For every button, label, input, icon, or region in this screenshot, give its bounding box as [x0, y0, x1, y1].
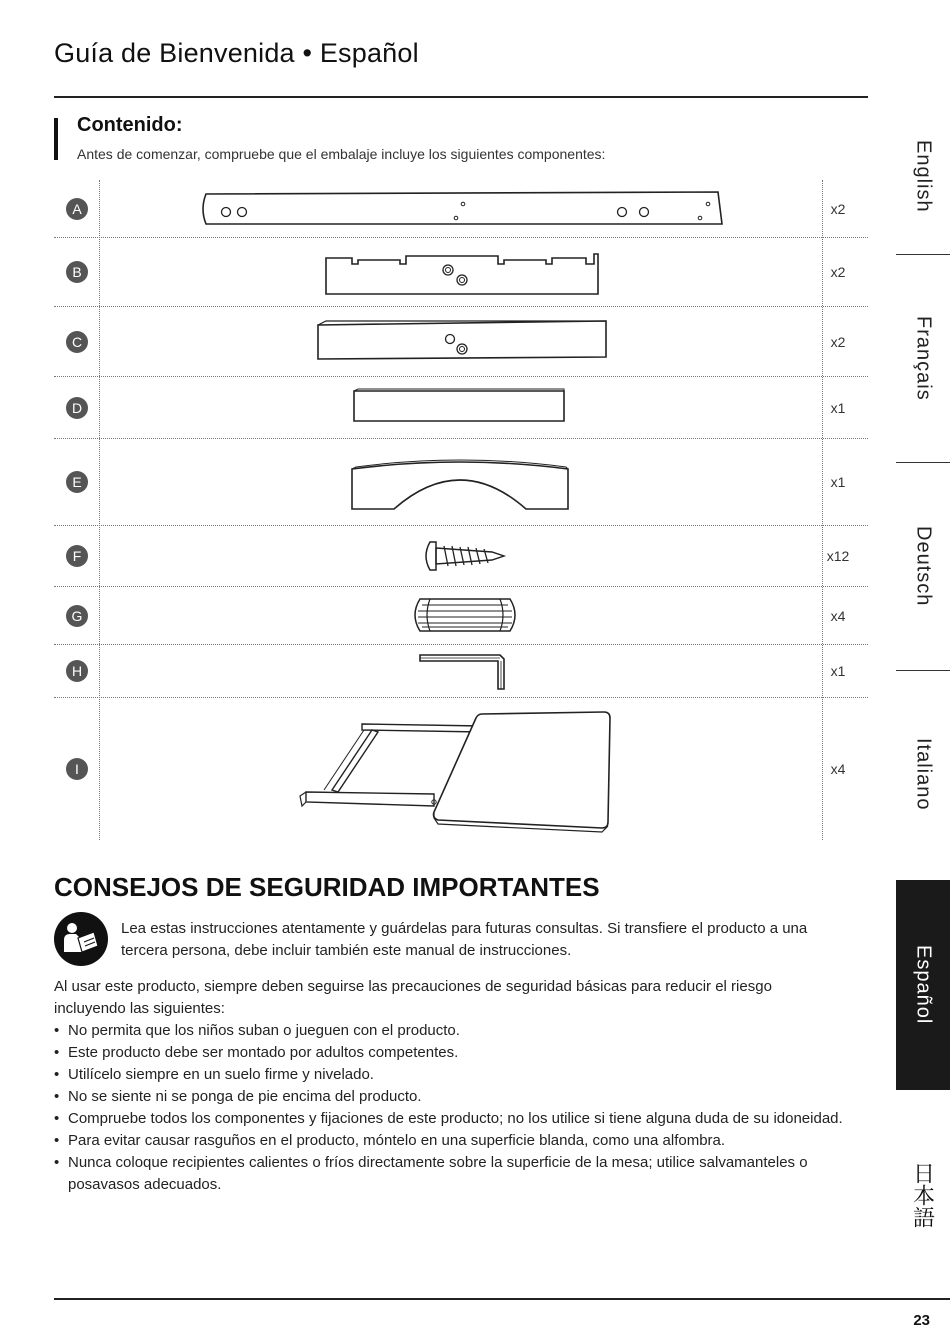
- part-letter-badge: C: [66, 331, 88, 353]
- safety-item: • No permita que los niños suban o jueguen con el producto.: [54, 1020, 844, 1042]
- dowel-part-image: [100, 587, 822, 645]
- part-quantity: x1: [830, 474, 846, 490]
- lang-tab-italiano[interactable]: [896, 672, 950, 876]
- lang-tab-divider: [896, 254, 950, 255]
- part-letter-badge: H: [66, 660, 88, 682]
- footer-divider: [54, 1298, 950, 1300]
- part-letter-badge: A: [66, 198, 88, 220]
- safety-item: • Para evitar causar rasguños en el producto, móntelo en una superficie blanda, como una alfombra.: [54, 1130, 844, 1152]
- lang-tab-label: 日本語: [910, 1162, 936, 1228]
- lang-tab-japanese[interactable]: [896, 1140, 950, 1250]
- part-letter-badge: F: [66, 545, 88, 567]
- lang-tab-espanol[interactable]: [896, 880, 950, 1090]
- part-quantity: x2: [830, 334, 846, 350]
- lang-tab-label: Français: [912, 315, 935, 401]
- notched-beam-part-image: [100, 238, 822, 307]
- part-quantity: x1: [830, 400, 846, 416]
- part-row-c: [54, 307, 868, 377]
- lang-tab-label: Español: [912, 945, 935, 1025]
- safety-item: • Este producto debe ser montado por adultos competentes.: [54, 1042, 844, 1064]
- safety-item: • No se siente ni se ponga de pie encima del producto.: [54, 1086, 844, 1108]
- part-quantity: x2: [830, 264, 846, 280]
- safety-item: • Nunca coloque recipientes calientes o fríos directamente sobre la superficie de la mesa; utilice salvamanteles o posavasos adecuados.: [54, 1152, 844, 1196]
- rail-part-image: [100, 180, 822, 238]
- part-letter-badge: E: [66, 471, 88, 493]
- part-row-e: [54, 439, 868, 526]
- part-letter-badge: I: [66, 758, 88, 780]
- bar-part-image: [100, 377, 822, 439]
- lang-tab-english[interactable]: [896, 100, 950, 252]
- contents-intro: Antes de comenzar, compruebe que el embalaje incluye los siguientes componentes:: [77, 146, 606, 162]
- read-manual-icon: [54, 912, 108, 966]
- safety-lead: Al usar este producto, siempre deben seguirse las precauciones de seguridad básicas para reducir el riesgo incluyendo las siguientes:: [54, 978, 772, 1017]
- part-quantity: x4: [830, 608, 846, 624]
- part-quantity: x2: [830, 201, 846, 217]
- extension-leaf-part-image: [100, 698, 822, 840]
- page-number: 23: [913, 1312, 930, 1329]
- lang-tab-francais[interactable]: [896, 256, 950, 460]
- lang-tab-label: Italiano: [912, 737, 935, 811]
- part-row-b: [54, 238, 868, 307]
- curved-apron-part-image: [100, 439, 822, 526]
- part-quantity: x12: [826, 548, 850, 564]
- part-row-f: [54, 526, 868, 587]
- contents-accent-bar: [54, 118, 58, 160]
- contents-heading: Contenido:: [77, 114, 183, 136]
- part-quantity: x4: [830, 761, 846, 777]
- lang-tab-deutsch[interactable]: [896, 464, 950, 668]
- lang-tab-label: Deutsch: [912, 525, 935, 607]
- part-letter-badge: B: [66, 261, 88, 283]
- part-row-a: [54, 180, 868, 238]
- allen-key-part-image: [100, 645, 822, 698]
- title-divider: [54, 96, 868, 98]
- lang-tab-label: English: [912, 139, 935, 213]
- part-letter-badge: G: [66, 605, 88, 627]
- screw-part-image: [100, 526, 822, 587]
- part-quantity: x1: [830, 663, 846, 679]
- safety-intro: Lea estas instrucciones atentamente y guárdelas para futuras consultas. Si transfiere el producto a una tercera persona, debe incluir también este manual de instrucciones.: [121, 920, 808, 959]
- safety-item: • Utilícelo siempre en un suelo firme y nivelado.: [54, 1064, 844, 1086]
- part-row-g: [54, 587, 868, 645]
- cross-beam-part-image: [100, 307, 822, 377]
- lang-tab-divider: [896, 462, 950, 463]
- part-row-i: [54, 698, 868, 840]
- safety-list: [54, 1020, 844, 1196]
- part-row-h: [54, 645, 868, 698]
- part-row-d: [54, 377, 868, 439]
- page-title: Guía de Bienvenida • Español: [54, 38, 419, 68]
- lang-tab-divider: [896, 670, 950, 671]
- part-letter-badge: D: [66, 397, 88, 419]
- safety-heading: CONSEJOS DE SEGURIDAD IMPORTANTES: [54, 872, 600, 902]
- safety-item: • Compruebe todos los componentes y fijaciones de este producto; no los utilice si tiene alguna duda de su idoneidad.: [54, 1108, 844, 1130]
